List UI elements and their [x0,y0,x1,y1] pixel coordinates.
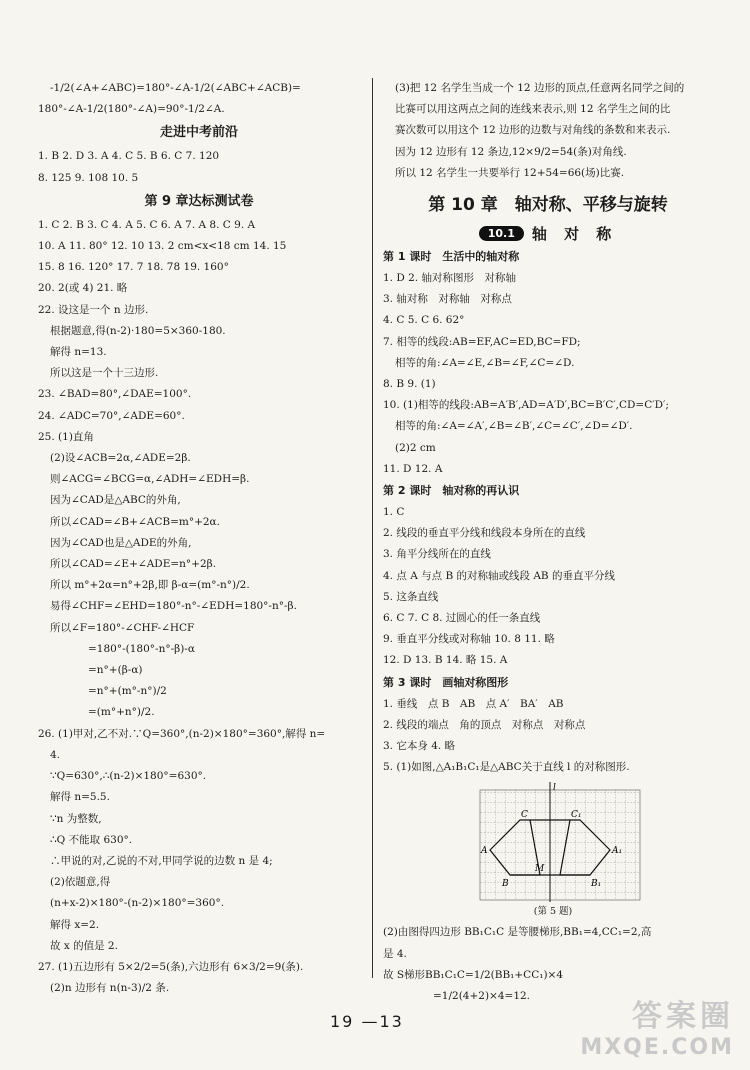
text-line: 1. C 2. B 3. C 4. A 5. C 6. A 7. A 8. C 9. A [38,218,256,231]
text-line: ∴甲说的对,乙说的不对,甲同学说的边数 n 是 4; [50,854,273,867]
text-line: 23. ∠BAD=80°,∠DAE=100°. [38,388,192,401]
column-divider [372,78,373,978]
text-line: 所以这是一个十三边形. [50,367,159,380]
text-line: 1. C [383,506,405,519]
text-line: 所以∠CAD=∠E+∠ADE=n°+2β. [50,558,217,571]
text-line: (2)设∠ACB=2α,∠ADE=2β. [50,452,191,465]
section-title: 轴 对 称 [531,224,618,243]
text-line: 因为∠CAD也是△ADE的外角, [50,536,192,549]
text-line: 3. 角平分线所在的直线 [383,548,491,561]
text-line: 所以 12 名学生一共要举行 12+54=66(场)比赛. [395,166,625,179]
text-line: 4. C 5. C 6. 62° [383,314,465,327]
label-c1: C₁ [571,810,582,821]
text-line: 7. 相等的线段:AB=EF,AC=ED,BC=FD; [383,335,581,348]
text-line: (2)依题意,得 [50,876,111,889]
text-line: =180°-(180°-n°-β)-α [88,642,195,655]
section-badge: 10.1 [479,226,524,241]
heading-exam: 走进中考前沿 [159,125,238,141]
text-line: 12. D 13. B 14. 略 15. A [383,654,508,667]
text-line: 1. D 2. 轴对称图形 对称轴 [383,272,516,285]
text-line: 25. (1)直角 [38,430,94,443]
text-line: 3. 它本身 4. 略 [383,740,456,753]
heading-test: 第 9 章达标测试卷 [144,193,254,209]
text-line: 15. 8 16. 120° 17. 7 18. 78 19. 160° [38,261,229,274]
text-line: 因为∠CAD是△ABC的外角, [50,494,181,507]
text-line: 22. 设这是一个 n 边形. [38,303,149,316]
text-line: 则∠ACG=∠BCG=α,∠ADH=∠EDH=β. [50,473,250,486]
lesson-title: 第 1 课时 生活中的轴对称 [383,250,520,264]
label-c: C [521,810,528,821]
text-line: 10. (1)相等的线段:AB=A′B′,AD=A′D′,BC=B′C′,CD=C′D′; [383,399,669,412]
text-line: 2. 线段的垂直平分线和线段本身所在的直线 [383,527,586,540]
text-line: 赛次数可以用这个 12 边形的边数与对角线的条数和来表示. [395,124,671,137]
text-line: 26. (1)甲对,乙不对.∵Q=360°,(n-2)×180°=360°,解得 n= [38,727,326,740]
text-line: 11. D 12. A [383,462,443,475]
text-line: 180°-∠A-1/2(180°-∠A)=90°-1/2∠A. [38,103,225,116]
chapter-title: 第 10 章 轴对称、平移与旋转 [428,195,668,216]
text-line: =n°+(β-α) [88,664,143,677]
text-line: 4. [50,748,61,761]
watermark-logo [580,991,734,1060]
text-line: 根据题意,得(n-2)·180=5×360-180. [50,324,226,337]
text-line: =1/2(4+2)×4=12. [433,990,531,1003]
text-line: 故 S梯形BB₁C₁C=1/2(BB₁+CC₁)×4 [383,968,564,981]
text-line: 8. B 9. (1) [383,378,436,391]
page-number: 19 —13 [330,1012,404,1031]
text-line: 解得 n=5.5. [50,791,110,804]
text-line: (2)n 边形有 n(n-3)/2 条. [50,982,170,995]
text-line: 因为 12 边形有 12 条边,12×9/2=54(条)对角线. [395,145,627,158]
text-line: 3. 轴对称 对称轴 对称点 [383,293,512,306]
label-b1: B₁ [591,879,602,890]
text-line: =n°+(m°-n°)/2 [88,685,167,698]
text-line: 5. (1)如图,△A₁B₁C₁是△ABC关于直线 l 的对称图形. [383,761,630,774]
left-column [38,78,360,999]
text-line: =(m°+n°)/2. [88,706,155,719]
figure-caption: (第 5 题) [533,906,573,918]
text-line: 6. C 7. C 8. 过圆心的任一条直线 [383,612,541,625]
text-line: (2)由图得四边形 BB₁C₁C 是等腰梯形,BB₁=4,CC₁=2,高 [383,926,652,939]
text-line: 20. 2(或 4) 21. 略 [38,282,128,295]
text-line: 解得 n=13. [50,346,107,359]
text-line: ∴Q 不能取 630°. [50,833,133,846]
lesson-title: 第 3 课时 画轴对称图形 [383,675,509,689]
text-line: 24. ∠ADC=70°,∠ADE=60°. [38,409,185,422]
text-line: 4. 点 A 与点 B 的对称轴或线段 AB 的垂直平分线 [383,569,615,582]
text-line: 10. A 11. 80° 12. 10 13. 2 cm<x<18 cm 14. 15 [38,240,287,253]
text-line: (3)把 12 名学生当成一个 12 边形的顶点,任意两名同学之间的 [395,82,685,94]
lesson-title: 第 2 课时 轴对称的再认识 [383,484,520,498]
text-line: 相等的角:∠A=∠A′,∠B=∠B′,∠C=∠C′,∠D=∠D′. [395,420,633,433]
text-line: 比赛可以用这两点之间的连线来表示,则 12 名学生之间的比 [395,103,671,116]
symmetry-figure [475,782,645,902]
label-m: M [535,864,545,875]
grid-diagram [475,782,645,902]
text-line: 27. (1)五边形有 5×2/2=5(条),六边形有 6×3/2=9(条). [38,960,304,973]
label-a: A [481,846,488,857]
watermark-text: 答案圈 [632,999,734,1034]
text-line: 解得 x=2. [50,918,100,931]
text-line: 相等的角:∠A=∠E,∠B=∠F,∠C=∠D. [395,356,575,369]
text-line: 1. 垂线 点 B AB 点 A′ BA′ AB [383,697,564,710]
text-line: 9. 垂直平分线或对称轴 10. 8 11. 略 [383,633,555,646]
text-line: 2. 线段的端点 角的顶点 对称点 对称点 [383,718,586,731]
text-line: 5. 这条直线 [383,590,439,603]
text-line: 1. B 2. D 3. A 4. C 5. B 6. C 7. 120 [38,150,220,163]
text-line: 所以 m°+2α=n°+2β,即 β-α=(m°-n°)/2. [50,579,250,592]
text-line: 所以∠CAD=∠B+∠ACB=m°+2α. [50,515,220,528]
text-line: ∵Q=630°,∴(n-2)×180°=630°. [50,770,207,783]
text-line: -1/2(∠A+∠ABC)=180°-∠A-1/2(∠ABC+∠ACB)= [50,82,301,94]
label-l: l [553,783,556,794]
text-line: 所以∠F=180°-∠CHF-∠HCF [50,621,195,634]
text-line: (n+x-2)×180°-(n-2)×180°=360°. [50,897,225,910]
label-b: B [502,879,509,890]
label-a1: A₁ [612,846,623,857]
text-line: 故 x 的值是 2. [50,939,118,952]
text-line: ∵n 为整数, [50,812,102,825]
text-line: 8. 125 9. 108 10. 5 [38,171,139,184]
text-line: 是 4. [383,947,407,960]
watermark-url: MXQE.COM [580,1035,734,1060]
section-header [383,220,713,246]
text-line: (2)2 cm [395,441,436,454]
right-column [383,78,713,1007]
text-line: 易得∠CHF=∠EHD=180°-n°-∠EDH=180°-n°-β. [50,600,297,613]
